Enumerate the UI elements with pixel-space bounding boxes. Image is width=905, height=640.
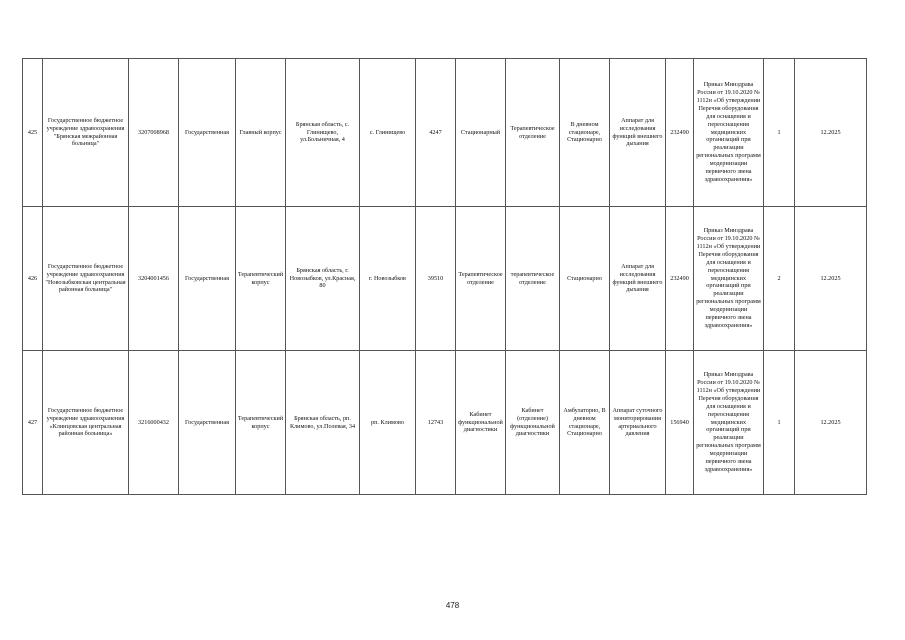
cell-date: 12.2025 [795,59,867,207]
cell-department: терапевтическое отделение [506,207,560,351]
cell-inn: 3216000432 [129,351,179,495]
cell-locality: г. Новозыбков [360,207,416,351]
cell-number: 426 [23,207,43,351]
cell-ownership: Государственная [179,351,236,495]
cell-type: Стационарный [456,59,506,207]
cell-address: Брянская область, с. Глинищево, ул.Больничная, 4 [286,59,360,207]
cell-order: Приказ Минздрава России от 19.10.2020 № 1112н «Об утверждении Перечня оборудования для оснащения и переоснащения медицинских организаций при реализации региональных программ модернизации первичного звена здравоохранения» [694,59,764,207]
cell-quantity: 2 [764,207,795,351]
cell-building: Терапевтический корпус [236,351,286,495]
cell-type: Терапевтическое отделение [456,207,506,351]
cell-date: 12.2025 [795,351,867,495]
cell-code: 4247 [416,59,456,207]
cell-date: 12.2025 [795,207,867,351]
cell-equipment: Аппарат для исследования функций внешнего дыхания [610,207,666,351]
cell-department: Терапевтическое отделение [506,59,560,207]
cell-locality: рп. Климово [360,351,416,495]
cell-conditions: Амбулаторно, В дневном стационаре, Стационарно [560,351,610,495]
cell-type: Кабинет функциональной диагностики [456,351,506,495]
cell-address: Брянская область, г. Новозыбков, ул.Красная, 80 [286,207,360,351]
cell-organization: Государственное бюджетное учреждение здравоохранения "Новозыбковская центральная районная больница" [43,207,129,351]
cell-equipment: Аппарат суточного мониторирования артериального давления [610,351,666,495]
cell-equipment-code: 156940 [666,351,694,495]
table-row [23,207,867,351]
cell-building: Терапевтический корпус [236,207,286,351]
cell-ownership: Государственная [179,207,236,351]
cell-quantity: 1 [764,351,795,495]
cell-order: Приказ Минздрава России от 19.10.2020 № 1112н «Об утверждении Перечня оборудования для оснащения и переоснащения медицинских организаций при реализации региональных программ модернизации первичного звена здравоохранения» [694,207,764,351]
cell-conditions: В дневном стационаре, Стационарно [560,59,610,207]
cell-number: 425 [23,59,43,207]
cell-equipment-code: 232490 [666,207,694,351]
cell-organization: Государственное бюджетное учреждение здравоохранения «Клинцовская центральная районная больница» [43,351,129,495]
cell-organization: Государственное бюджетное учреждение здравоохранения "Брянская межрайонная больница" [43,59,129,207]
cell-department: Кабинет (отделение) функциональной диагностики [506,351,560,495]
table-row [23,59,867,207]
page-number: 478 [445,601,460,610]
equipment-table [22,58,867,495]
cell-code: 39510 [416,207,456,351]
cell-number: 427 [23,351,43,495]
cell-quantity: 1 [764,59,795,207]
cell-inn: 3204001456 [129,207,179,351]
cell-locality: с. Глинищево [360,59,416,207]
cell-equipment: Аппарат для исследования функций внешнего дыхания [610,59,666,207]
cell-equipment-code: 232490 [666,59,694,207]
cell-order: Приказ Минздрава России от 19.10.2020 № 1112н «Об утверждении Перечня оборудования для оснащения и переоснащения медицинских организаций при реализации региональных программ модернизации первичного звена здравоохранения» [694,351,764,495]
cell-inn: 3207008968 [129,59,179,207]
cell-conditions: Стационарно [560,207,610,351]
cell-address: Брянская область, рп. Климово, ул.Полевая, 34 [286,351,360,495]
cell-ownership: Государственная [179,59,236,207]
cell-code: 12743 [416,351,456,495]
table-row [23,351,867,495]
cell-building: Главный корпус [236,59,286,207]
